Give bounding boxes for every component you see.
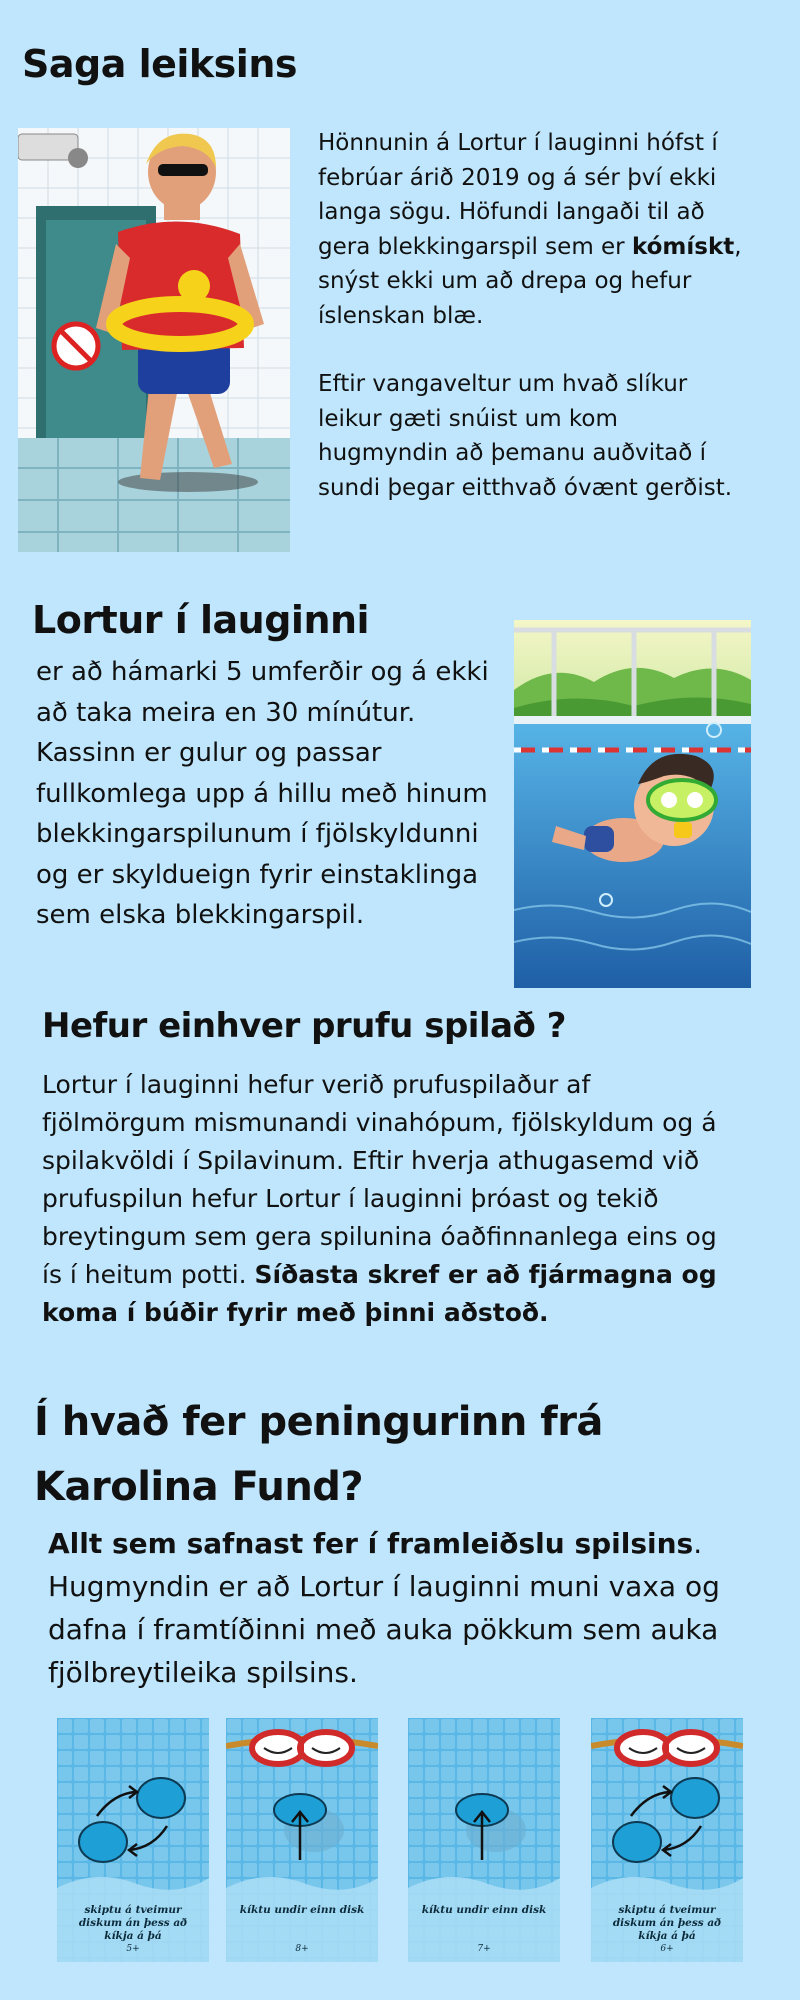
card-caption: kíktu undir einn disk: [239, 1904, 365, 1916]
card-number: 7+: [477, 1944, 491, 1954]
section2-paragraph: er að hámarki 5 umferðir og á ekki að taka meira en 30 mínútur. Kassinn er gulur og passar fullkomlega upp á hillu með hinum blekkingarspilunum í fjölskyldunni og er skyldueign fyrir einstaklinga sem elska blekkingarspil.: [36, 657, 489, 930]
card-number: 5+: [126, 1944, 140, 1954]
section1-paragraph-1-text: Hönnunin á Lortur í lauginni hófst í febrúar árið 2019 og á sér því ekki langa sögu. Höfundi langaði til að gera blekkingarspil sem er: [318, 130, 718, 260]
action-card: [591, 1718, 743, 1962]
section4-paragraph-text: . Hugmyndin er að Lortur í lauginni muni vaxa og dafna í framtíðinni með auka pökkum sem auka fjölbreytileika spilsins.: [48, 1527, 720, 1689]
peek-disc-icon: [408, 1718, 560, 1962]
swimmer-illustration: [514, 620, 751, 988]
section3-paragraph-bold: Síðasta skref er að fjármagna og koma í búðir fyrir með þinni aðstoð.: [42, 1260, 717, 1327]
card-caption: skiptu á tveimur diskum án þess að kíkja á þá: [612, 1904, 722, 1942]
action-card: [226, 1718, 378, 1962]
section1-paragraph-2: Eftir vangaveltur um hvað slíkur leikur gæti snúist um kom hugmyndin að þemanu auðvitað í sundi þegar eitthvað óvænt gerðist.: [318, 371, 733, 501]
section-title-peningurinn: Í hvað fer peningurinn frá Karolina Fund?: [34, 1399, 603, 1510]
section3-paragraph-text: Lortur í lauginni hefur verið prufuspilaður af fjölmörgum mismunandi vinahópum, fjölskyldum og á spilakvöldi í Spilavinum. Eftir hverja athugasemd við prufuspilun hefur Lortur í lauginni þróast og tekið breytingum sem gera spilunina óaðfinnanlega eins og ís í heitum potti.: [42, 1070, 717, 1289]
lifeguard-illustration: [18, 128, 290, 552]
peek-disc-icon: [226, 1718, 378, 1962]
card-number: 6+: [660, 1944, 674, 1954]
section-title-saga: Saga leiksins: [22, 42, 297, 86]
section1-paragraph-1: [318, 126, 748, 333]
card-number: 8+: [295, 1944, 309, 1954]
card-caption: skiptu á tveimur diskum án þess að kíkja á þá: [78, 1904, 188, 1942]
section-title-prufu: Hefur einhver prufu spilað ?: [42, 1006, 566, 1046]
section4-paragraph: [48, 1522, 748, 1694]
section1-paragraph-1-bold: kómískt: [631, 233, 735, 260]
action-card: [57, 1718, 209, 1962]
section4-paragraph-bold: Allt sem safnast fer í framleiðslu spilsins: [48, 1527, 694, 1560]
section3-paragraph: [42, 1066, 732, 1332]
action-card: [408, 1718, 560, 1962]
card-caption: kíktu undir einn disk: [421, 1904, 547, 1916]
section1-paragraph-1-rest: , snýst ekki um að drepa og hefur íslenskan blæ.: [318, 233, 742, 329]
section-title-lortur: Lortur í lauginni: [32, 598, 370, 642]
